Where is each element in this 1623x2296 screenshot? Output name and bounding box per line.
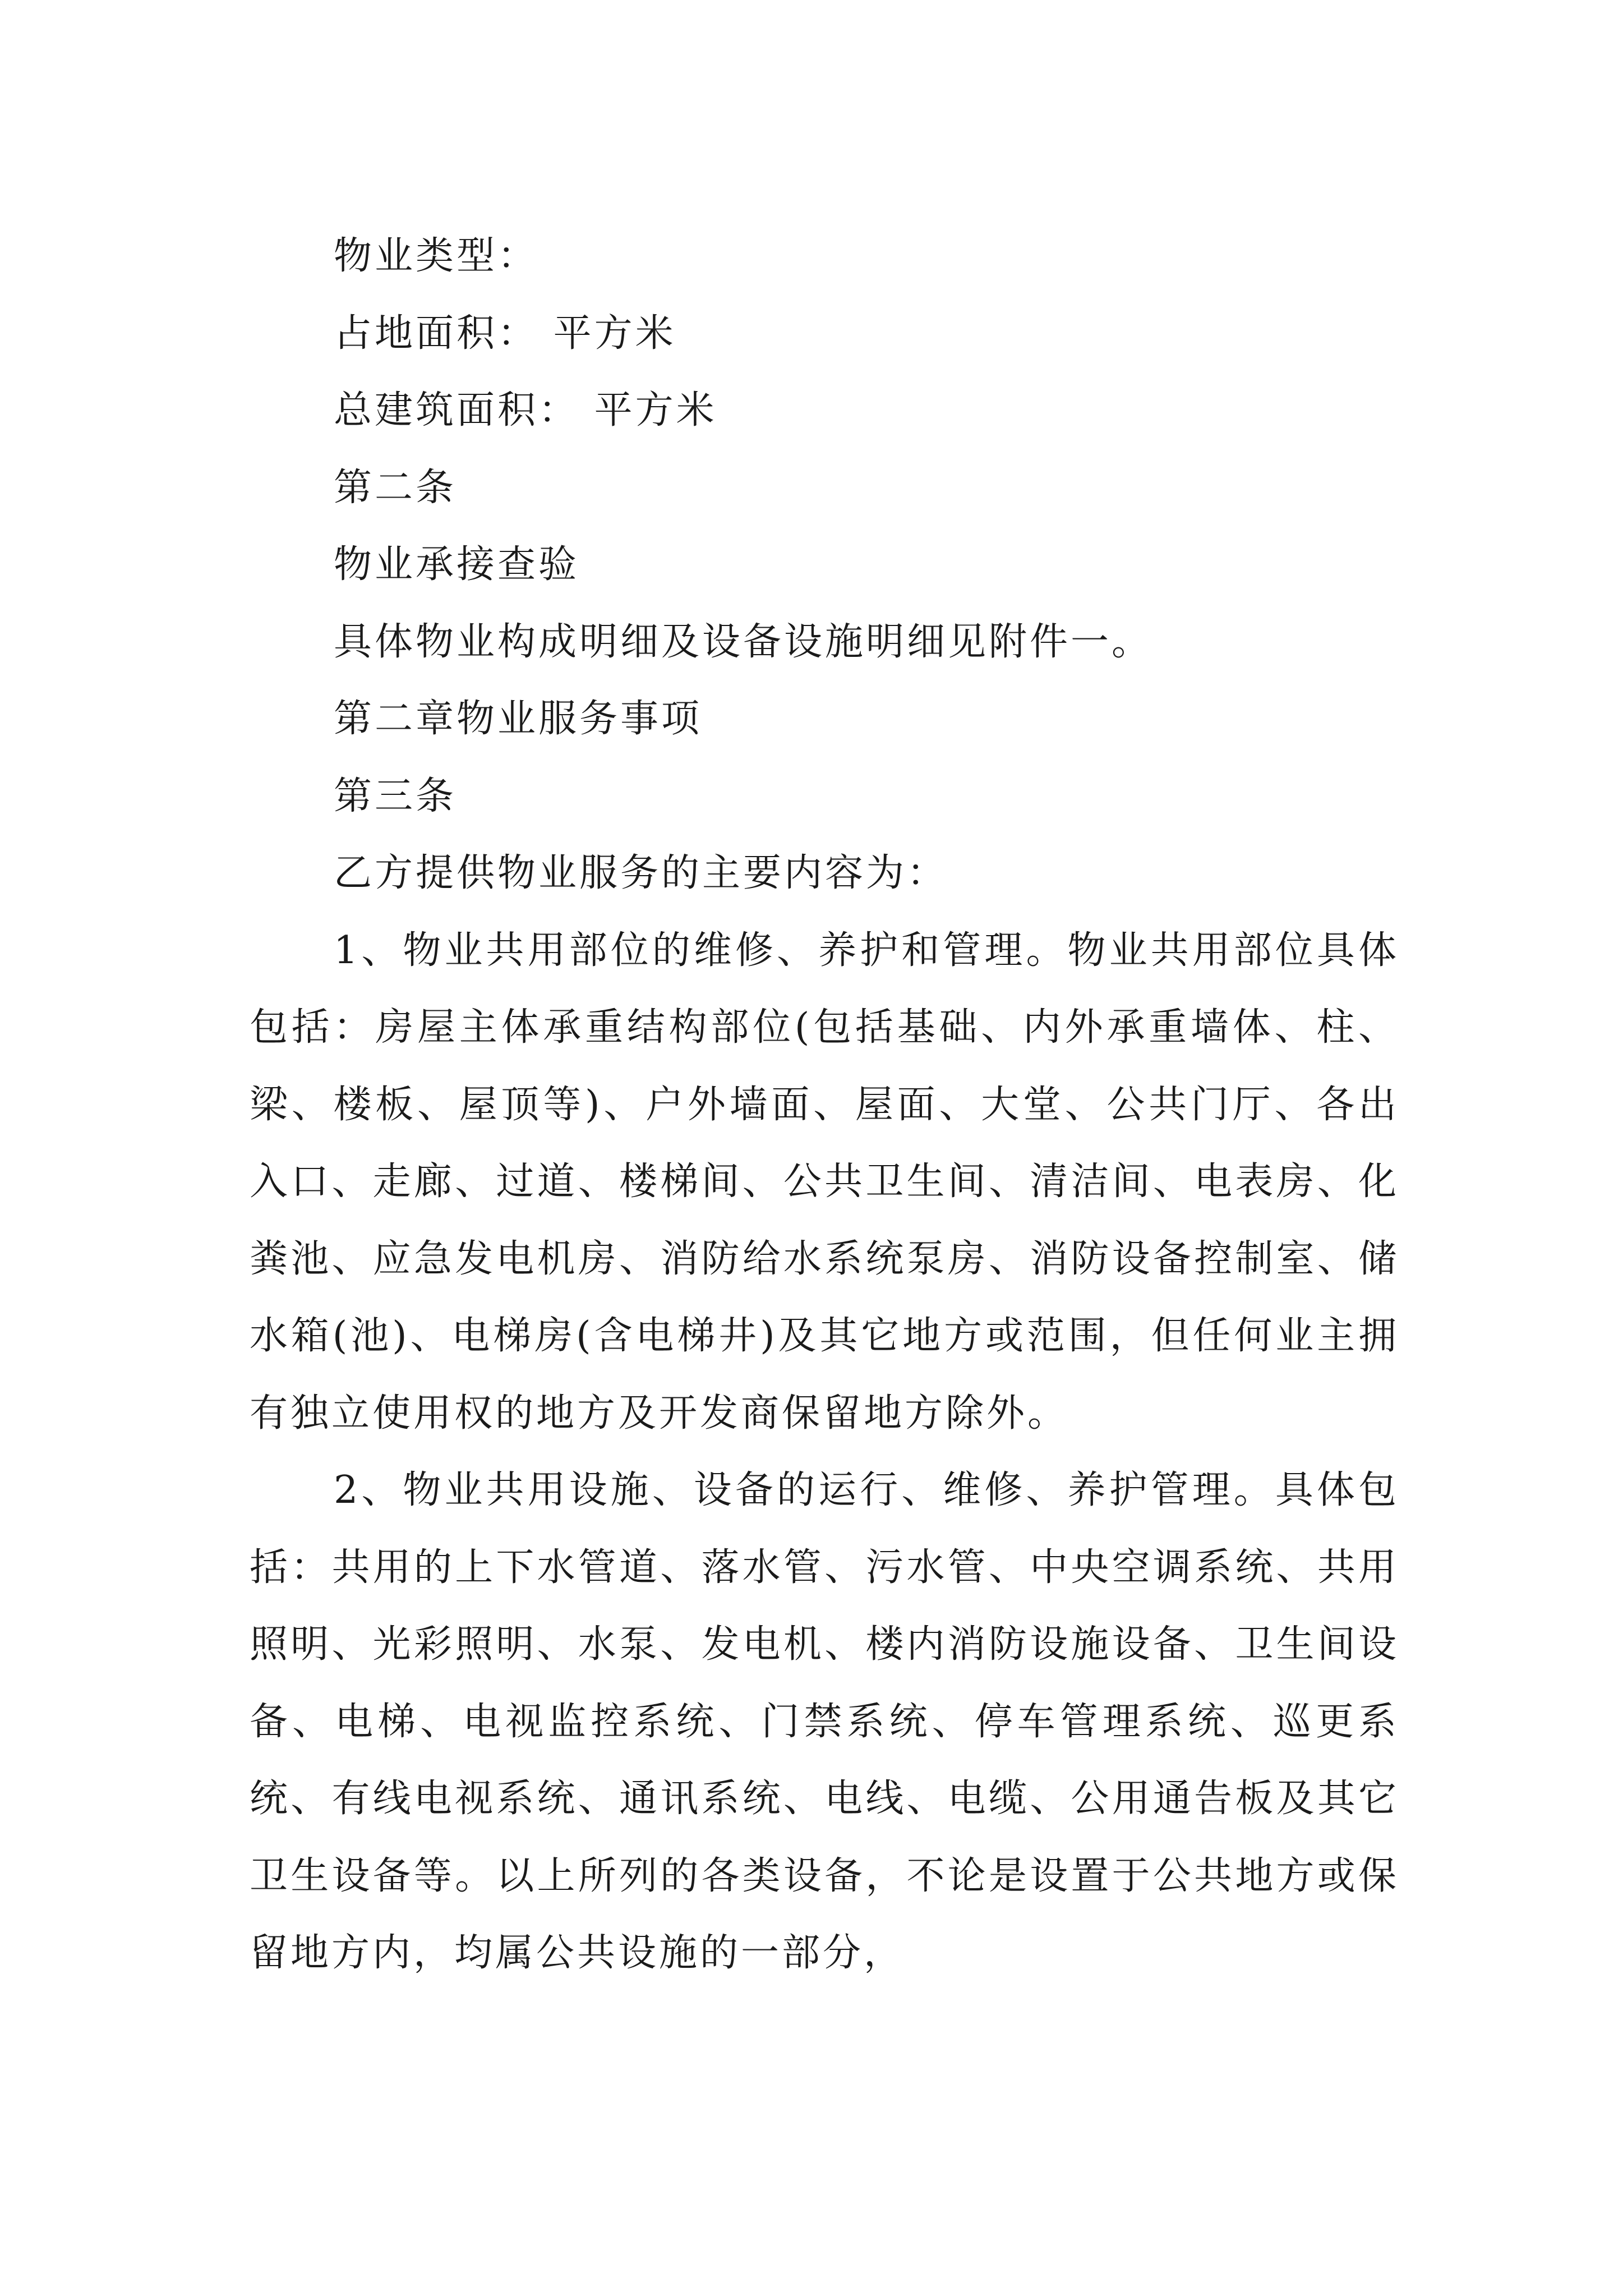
chapter-2-heading: 第二章物业服务事项 [334,697,703,741]
document-body [250,218,1399,1992]
article-2-heading: 第二条 [334,465,457,510]
land-area-line: 占地面积： 平方米 [334,311,676,356]
article-3-intro: 乙方提供物业服务的主要内容为： [334,851,948,895]
article-3-heading: 第三条 [334,774,457,818]
article-2-title: 物业承接查验 [334,542,580,587]
service-item-2-paragraph: 2、物业共用设施、设备的运行、维修、养护管理。具体包括：共用的上下水管道、落水管、污水管、中央空调系统、共用照明、光彩照明、水泵、发电机、楼内消防设施设备、卫生间设备、电梯、电视监控系统、门禁系统、停车管理系统、巡更系统、有线电视系统、通讯系统、电线、电缆、公用通告板及其它卫生设备等。以上所列的各类设备，不论是设置于公共地方或保留地方内，均属公共设施的一部分， [250,1468,1399,1975]
property-type-line: 物业类型： [334,234,539,278]
building-area-line: 总建筑面积： 平方米 [334,388,717,432]
service-item-1-paragraph: 1、物业共用部位的维修、养护和管理。物业共用部位具体包括：房屋主体承重结构部位(包括基础、内外承重墙体、柱、梁、楼板、屋顶等)、户外墙面、屋面、大堂、公共门厅、各出入口、走廊、过道、楼梯间、公共卫生间、清洁间、电表房、化粪池、应急发电机房、消防给水系统泵房、消防设备控制室、储水箱(池)、电梯房(含电梯井)及其它地方或范围，但任何业主拥有独立使用权的地方及开发商保留地方除外。 [250,928,1399,1435]
article-2-text: 具体物业构成明细及设备设施明细见附件一。 [334,619,1153,664]
